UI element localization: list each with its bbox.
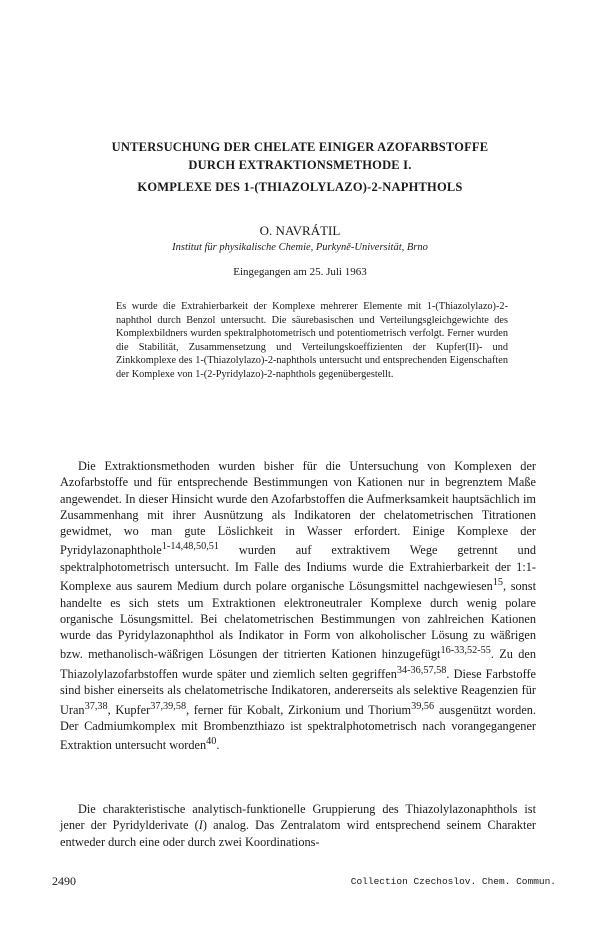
body-text: . Diese Farbstoffe sind bisher einerseits als chelatometrische Indikatoren, andererseits als selektive Reagenzien für Uran (60, 666, 536, 717)
title-line-3: KOMPLEXE DES 1-(THIAZOLYLAZO)-2-NAPHTHOLS (137, 180, 463, 194)
citation: 40 (206, 736, 217, 748)
citation: 16-33,52-55 (440, 645, 491, 657)
body-text: Die charakteristische analytisch-funktionelle Gruppierung des Thiazolylazonaphthols ist jener der Pyridylderivate ( (60, 802, 536, 833)
body-paragraph-1 (60, 458, 536, 754)
author: O. NAVRÁTIL (259, 223, 341, 238)
affiliation: Institut für physikalische Chemie, Purkyně-Universität, Brno (172, 242, 428, 253)
received-date: Eingegangen am 25. Juli 1963 (233, 266, 367, 278)
body-text: . Zu den Thiazolylazofarbstoffen wurde später und ziemlich selten gegriffen (60, 647, 536, 681)
body-text: ) analog. Das Zentralatom wird entsprechend seinem Charakter entweder durch eine oder durch zwei Koordinations- (60, 818, 537, 849)
body-text: , Kupfer (107, 702, 151, 717)
journal-name: Collection Czechoslov. Chem. Commun. (350, 876, 556, 887)
body-text: , sonst handelte es sich stets um Extraktionen elektroneutraler Komplexe durch wenig polare organische Lösungsmittel. Bei chelatometrischen Bestimmungen von zahlreichen Kationen wurde das Pyridylazonaphthol als Indikator in Form von alkoholischer Lösung zu wäßrigen bzw. methanolisch-wäßrigen Lösungen der titrierten Kationen hinzugefügt (60, 579, 537, 662)
body-text: wurden auf extraktivem Wege getrennt und spektralphotometrisch untersucht. Im Falle des Indiums wurde die Extrahierbarkeit der 1:1-Komplexe aus saurem Medium durch polare organische Lösungsmittel nachgewiesen (60, 543, 536, 594)
body-text: Die Extraktionsmethoden wurden bisher für die Untersuchung von Komplexen der Azofarbstoffe und für entsprechende Bestimmungen von Kationen nur in begrenztem Maße angewendet. In dieser Hinsicht wurde den Azofarbstoffen die Aufmerksamkeit hauptsächlich im Zusammenhang mit ihrer Ausnützung als Indikatoren der chelatometrischen Titrationen gewidmet, wo man gute Löslichkeit in Wasser erfordert. Einige Komplexe der Pyridylazonaphthole (60, 459, 536, 558)
title-line-2: DURCH EXTRAKTIONSMETHODE I. (188, 158, 412, 172)
body-text: ausgenützt worden. Der Cadmiumkomplex mit Brombenzthiazo ist spektralphotometrisch nach vorangegangener Extraktion untersucht worden (60, 702, 536, 753)
page-number: 2490 (52, 874, 76, 888)
body-text: . (216, 738, 220, 753)
citation: 15 (492, 577, 504, 589)
body-paragraph-2 (60, 801, 536, 850)
body-text: , ferner für Kobalt, Zirkonium und Thorium (186, 702, 412, 717)
abstract: Es wurde die Extrahierbarkeit der Komplexe mehrerer Elemente mit 1-(Thiazolylazo)-2-naphthol durch Benzol untersucht. Die säurebasischen und Verteilungsgleichgewichte des Komplexbildners wurden spektralphotometrisch und potentiometrisch verfolgt. Ferner wurden die Stabilität, Zusammensetzung und Verteilungskoeffizienten der Kupfer(II)- und Zinkkomplexe des 1-(Thiazolylazo)-2-naphthols untersucht und entsprechenden Eigenschaften der Komplexe von 1-(2-Pyridylazo)-2-naphthols gegenübergestellt. (116, 301, 508, 380)
citation: 37,38 (84, 700, 108, 712)
citation: 34-36,57,58 (396, 664, 447, 676)
citation: 39,56 (411, 700, 435, 712)
citation: 1-14,48,50,51 (161, 541, 220, 553)
title-line-1: UNTERSUCHUNG DER CHELATE EINIGER AZOFARBSTOFFE (111, 140, 489, 154)
citation: 37,39,58 (150, 700, 187, 712)
formula-label: I (198, 818, 203, 833)
